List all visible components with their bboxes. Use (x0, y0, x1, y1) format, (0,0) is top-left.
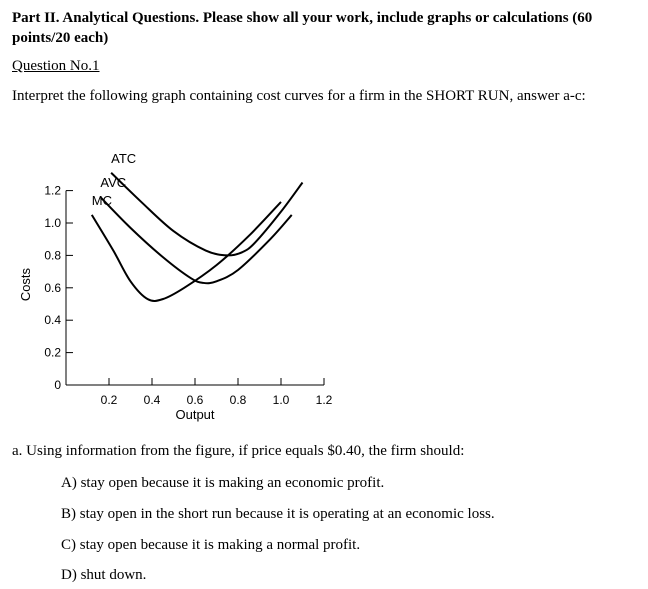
y-tick-label: 1.2 (44, 183, 61, 198)
y-tick-label: 0.4 (44, 313, 61, 328)
x-tick-label: 0.6 (186, 393, 204, 407)
part-heading: Part II. Analytical Questions. Please show all your work, include graphs or calculations (60 points/20 each) (12, 10, 593, 46)
x-tick-label: 0.2 (100, 393, 118, 407)
sub-question-a: a. Using information from the figure, if price equals $0.40, the firm should: (12, 443, 465, 459)
curve-label-mc: MC (91, 192, 113, 208)
y-tick-label: 0.2 (44, 345, 61, 360)
y-tick-label: 0.6 (44, 280, 61, 295)
y-tick-label: 1.0 (44, 216, 61, 230)
option-c: C) stay open because it is making a normal profit. (61, 537, 361, 553)
option-b: B) stay open in the short run because it is operating at an economic loss. (61, 506, 495, 522)
y-tick-label: 0.8 (44, 248, 61, 263)
curve-avc (100, 197, 291, 283)
curve-label-avc: AVC (100, 175, 127, 191)
option-d: D) shut down. (61, 567, 147, 583)
y-tick-label: 0 (54, 378, 61, 392)
question-label: Question No.1 (12, 58, 100, 74)
cost-curves-chart (0, 140, 360, 440)
y-axis-title: Costs (18, 267, 33, 302)
x-tick-label: 1.2 (315, 393, 333, 407)
question-intro: Interpret the following graph containing cost curves for a firm in the SHORT RUN, answer a-c: (12, 88, 586, 104)
x-axis-title: Output (175, 407, 215, 422)
option-a: A) stay open because it is making an economic profit. (61, 475, 385, 491)
curve-label-atc: ATC (111, 150, 137, 166)
x-tick-label: 1.0 (272, 393, 290, 407)
x-tick-label: 0.4 (143, 393, 161, 407)
curve-atc (111, 173, 302, 256)
x-tick-label: 0.8 (229, 393, 247, 407)
